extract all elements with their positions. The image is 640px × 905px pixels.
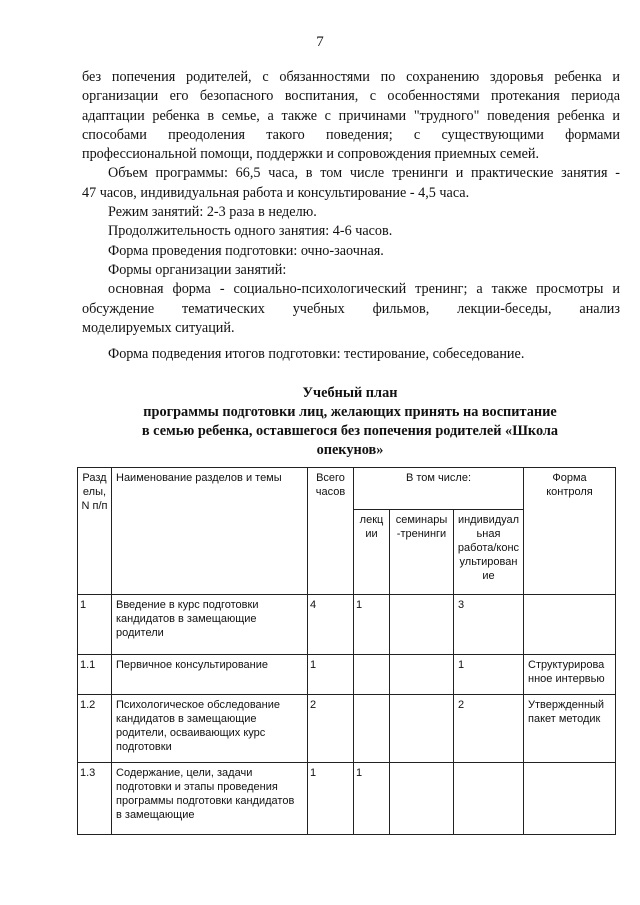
cell-name: Введение в курс подготовки кандидатов в замещающие родители <box>112 595 308 655</box>
cell-name: Содержание, цели, задачи подготовки и этапы проведения программы подготовки кандидатов в замещающие <box>112 763 308 835</box>
header-section-number: Разд елы, N п/п <box>78 468 112 595</box>
page-number: 7 <box>316 34 324 50</box>
cell-total: 4 <box>308 595 354 655</box>
plan-title-line: Учебный план <box>302 385 398 401</box>
body-paragraph-line: Форма подведения итогов подготовки: тестирование, собеседование. <box>108 346 525 363</box>
header-total-hours: Всего часов <box>308 468 354 595</box>
body-paragraph-line: профессиональной помощи, поддержки и сопровождения приемных семей. <box>82 146 540 163</box>
body-paragraph-line: без попечения родителей, с обязанностями по сохранению здоровья ребенка и <box>82 69 620 85</box>
cell-individual <box>454 763 524 835</box>
body-paragraph-line: Объем программы: 66,5 часа, в том числе тренинги и практические занятия - <box>108 165 620 182</box>
cell-total: 2 <box>308 695 354 763</box>
cell-num: 1.2 <box>78 695 112 763</box>
body-paragraph-line: обсуждение тематических учебных фильмов, лекции-беседы, анализ <box>82 300 620 317</box>
body-paragraph-line: способами преодоления такого поведения; с существующими формами <box>82 126 620 143</box>
cell-control: Структурирова нное интервью <box>524 655 616 695</box>
cell-lectures <box>354 655 390 695</box>
plan-title-line: опекунов» <box>316 442 384 458</box>
cell-num: 1.1 <box>78 655 112 695</box>
cell-control <box>524 763 616 835</box>
cell-name: Первичное консультирование <box>112 655 308 695</box>
table-header-row <box>78 468 616 510</box>
cell-control <box>524 595 616 655</box>
cell-seminars <box>390 695 454 763</box>
cell-individual: 2 <box>454 695 524 763</box>
body-paragraph-line: 47 часов, индивидуальная работа и консультирование - 4,5 часа. <box>82 184 470 201</box>
table-row <box>78 695 616 763</box>
body-paragraph-line: Форма проведения подготовки: очно-заочная. <box>108 242 384 259</box>
header-control-form: Форма контроля <box>524 468 616 595</box>
body-paragraph-line: Формы организации занятий: <box>108 261 287 278</box>
body-paragraph-line: Продолжительность одного занятия: 4-6 часов. <box>108 223 393 240</box>
body-text <box>82 68 620 364</box>
cell-lectures: 1 <box>354 763 390 835</box>
cell-total: 1 <box>308 655 354 695</box>
cell-lectures <box>354 695 390 763</box>
cell-seminars <box>390 655 454 695</box>
cell-name: Психологическое обследование кандидатов в замещающие родители, осваивающих курс подготовки <box>112 695 308 763</box>
curriculum-table <box>77 467 616 835</box>
body-paragraph-line: моделируемых ситуаций. <box>82 319 235 336</box>
plan-title <box>118 384 582 460</box>
body-paragraph-line: адаптации ребенка в семье, а также с причинами "трудного" поведения ребенка и <box>82 107 620 124</box>
header-section-name: Наименование разделов и темы <box>112 468 308 595</box>
table-row <box>78 595 616 655</box>
cell-individual: 3 <box>454 595 524 655</box>
cell-total: 1 <box>308 763 354 835</box>
cell-individual: 1 <box>454 655 524 695</box>
cell-seminars <box>390 763 454 835</box>
body-paragraph-line: основная форма - социально-психологический тренинг; а также просмотры и <box>108 281 620 298</box>
body-paragraph-line: Режим занятий: 2-3 раза в неделю. <box>108 204 317 221</box>
cell-num: 1.3 <box>78 763 112 835</box>
header-lectures: лекц ии <box>354 510 390 595</box>
table-row <box>78 655 616 695</box>
header-individual-work: индивидуал ьная работа/конс ультирован ие <box>454 510 524 595</box>
cell-seminars <box>390 595 454 655</box>
table-row <box>78 763 616 835</box>
body-paragraph-line: организации его безопасного воспитания, с особенностями протекания периода <box>82 88 620 105</box>
cell-num: 1 <box>78 595 112 655</box>
header-including: В том числе: <box>354 468 524 510</box>
cell-lectures: 1 <box>354 595 390 655</box>
header-seminars: семинары -тренинги <box>390 510 454 595</box>
plan-title-line: программы подготовки лиц, желающих принять на воспитание <box>143 404 557 420</box>
cell-control: Утвержденный пакет методик <box>524 695 616 763</box>
plan-title-line: в семью ребенка, оставшегося без попечения родителей «Школа <box>141 423 559 439</box>
